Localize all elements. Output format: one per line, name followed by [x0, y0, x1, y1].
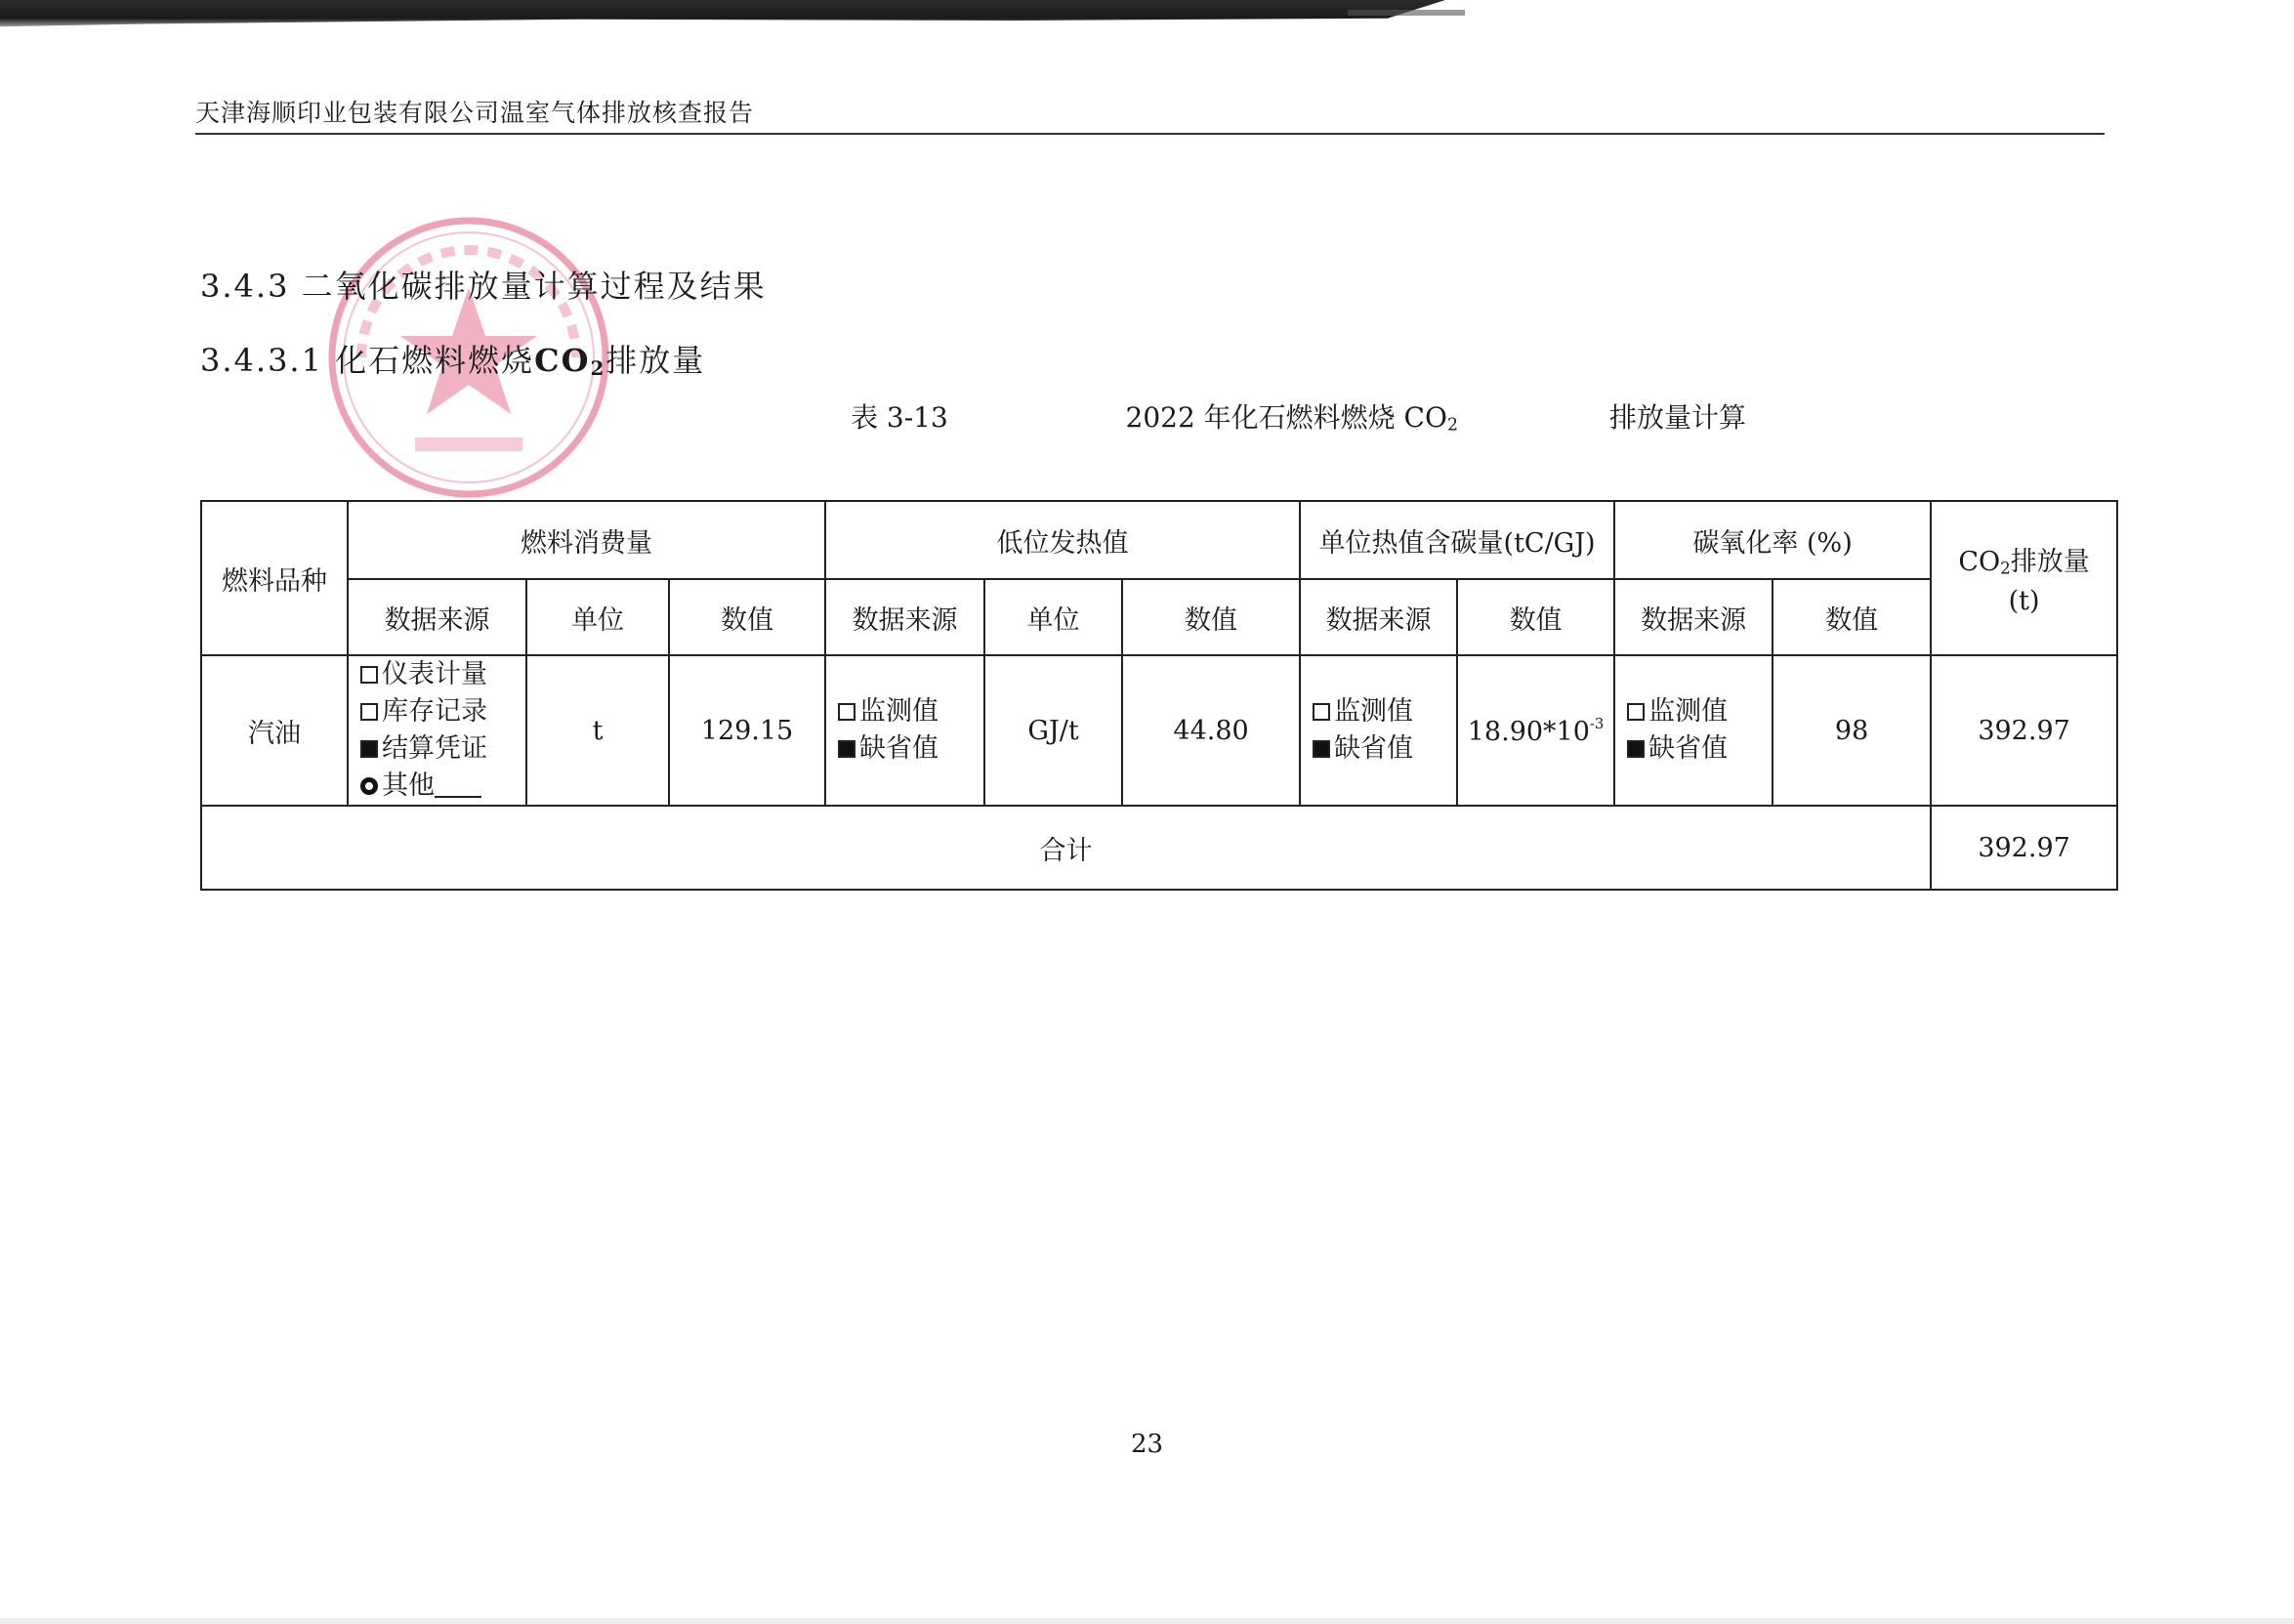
subheader-ncv-value: 数值: [1122, 579, 1300, 655]
section-heading-3-4-3: 3.4.3 二氧化碳排放量计算过程及结果: [200, 268, 767, 305]
header-consumption: 燃料消费量: [348, 501, 825, 579]
caption-text-end: 排放量计算: [1609, 401, 1747, 434]
heading-text: 化石燃料燃烧: [335, 342, 535, 379]
subheader-ox-value: 数值: [1773, 579, 1931, 655]
co2-subscript: 2: [2000, 558, 2011, 578]
option-inventory: 库存记录: [360, 693, 525, 730]
table-caption: [0, 396, 2294, 436]
checked-box-icon: [1627, 740, 1645, 758]
cc-value: $18.90*10^{-3}$: [1457, 655, 1614, 806]
option-meter: 仪表计量: [360, 656, 525, 693]
subheader-ncv-unit: 单位: [984, 579, 1122, 655]
subheader-consumption-source: 数据来源: [348, 579, 526, 655]
consumption-value: 129.15: [669, 655, 825, 806]
co2-suffix: 排放量: [2010, 547, 2090, 577]
ncv-unit: GJ/t: [984, 655, 1122, 806]
heading-number: 3.4.3.1: [200, 342, 323, 379]
subheader-ox-source: 数据来源: [1614, 579, 1773, 655]
subheader-ncv-source: 数据来源: [825, 579, 984, 655]
subheader-consumption-value: 数值: [669, 579, 825, 655]
total-row: [201, 806, 2117, 890]
section-heading-3-4-3-1: [200, 336, 705, 381]
ox-source-options: 监测值 缺省值: [1614, 655, 1773, 806]
radio-dot-icon: [360, 777, 378, 795]
checked-box-icon: [838, 740, 855, 758]
table-row-gasoline: [201, 655, 2117, 806]
scan-bottom-edge: [0, 1618, 2294, 1624]
subheader-cc-source: 数据来源: [1300, 579, 1457, 655]
total-label: 合计: [201, 806, 1931, 890]
unchecked-box-icon: [360, 666, 378, 684]
unchecked-box-icon: [1627, 703, 1645, 721]
caption-text: 2022 年化石燃料燃烧 CO: [1125, 401, 1447, 434]
ncv-source-options: 监测值 缺省值: [825, 655, 984, 806]
co2-text: CO: [1958, 547, 2001, 577]
running-header: [195, 98, 2105, 135]
checked-box-icon: [1313, 740, 1330, 758]
header-oxidation-rate: 碳氧化率 (%): [1614, 501, 1931, 579]
caption-label: 表 3-13: [850, 401, 948, 434]
subheader-consumption-unit: 单位: [526, 579, 669, 655]
caption-subscript: 2: [1446, 415, 1458, 436]
unchecked-box-icon: [1313, 703, 1330, 721]
ox-value: 98: [1773, 655, 1931, 806]
header-ncv: 低位发热值: [825, 501, 1300, 579]
co2-unit: (t): [2008, 586, 2040, 616]
header-text: 天津海顺印业包装有限公司温室气体排放核查报告: [195, 99, 755, 127]
consumption-source-options: [348, 655, 526, 806]
page-number: 23: [1130, 1430, 1164, 1459]
checked-box-icon: [360, 740, 378, 758]
consumption-unit: t: [526, 655, 669, 806]
header-fuel-type: 燃料品种: [201, 501, 348, 655]
option-other: 其他: [360, 768, 525, 805]
option-settlement: 结算凭证: [360, 730, 525, 768]
subheader-cc-value: 数值: [1457, 579, 1614, 655]
unchecked-box-icon: [838, 703, 855, 721]
unchecked-box-icon: [360, 703, 378, 721]
ncv-value: 44.80: [1122, 655, 1300, 806]
cc-source-options: 监测值 缺省值: [1300, 655, 1457, 806]
emission-table: [200, 500, 2118, 891]
heading-co2-subscript: 2: [590, 355, 606, 380]
header-carbon-content: 单位热值含碳量(tC/GJ): [1300, 501, 1614, 579]
heading-co2: CO: [534, 342, 591, 379]
heading-suffix: 排放量: [605, 342, 706, 379]
total-value: 392.97: [1931, 806, 2117, 890]
scan-edge-artifact: [1348, 10, 1465, 16]
header-co2-emission: [1931, 501, 2117, 655]
fuel-name: 汽油: [201, 655, 348, 806]
co2-value: 392.97: [1931, 655, 2117, 806]
scan-edge-shadow: [0, 0, 1445, 33]
blank-line: [435, 776, 481, 798]
